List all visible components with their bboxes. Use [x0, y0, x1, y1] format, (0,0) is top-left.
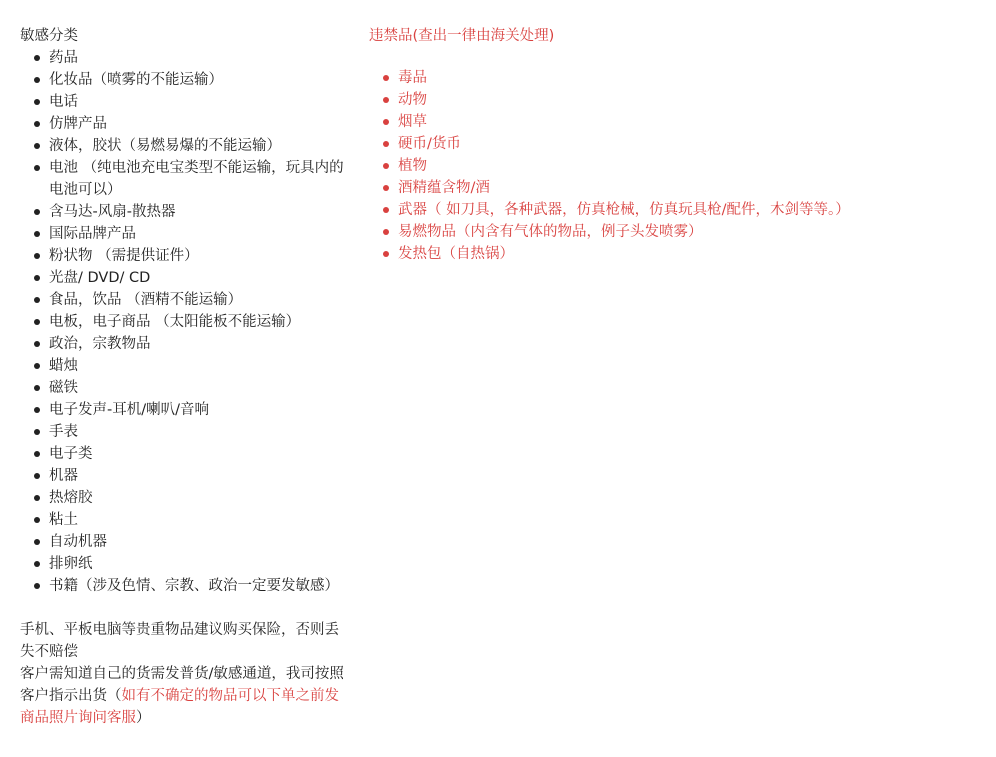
sensitive-item: 蜡烛	[20, 355, 350, 377]
sensitive-item: 机器	[20, 465, 350, 487]
sensitive-item: 光盘/ DVD/ CD	[20, 267, 350, 289]
channel-note-highlight: 如有不确定的物品可以下单之前发商品照片询问客服	[20, 688, 339, 726]
sensitive-item: 药品	[20, 47, 350, 69]
sensitive-item: 化妆品（喷雾的不能运输）	[20, 69, 350, 91]
prohibited-item: 毒品	[369, 67, 969, 89]
sensitive-item: 书籍（涉及色情、宗教、政治一定要发敏感）	[20, 575, 350, 597]
sensitive-item: 粉状物 （需提供证件）	[20, 245, 350, 267]
prohibited-item: 硬币/货币	[369, 133, 969, 155]
sensitive-item: 手表	[20, 421, 350, 443]
sensitive-item: 电子类	[20, 443, 350, 465]
sensitive-item: 液体，胶状（易燃易爆的不能运输）	[20, 135, 350, 157]
channel-note	[20, 663, 350, 729]
sensitive-item: 电板，电子商品 （太阳能板不能运输）	[20, 311, 350, 333]
sensitive-item: 国际品牌产品	[20, 223, 350, 245]
sensitive-item: 磁铁	[20, 377, 350, 399]
sensitive-item: 含马达-风扇-散热器	[20, 201, 350, 223]
prohibited-section	[369, 25, 969, 265]
sensitive-item: 自动机器	[20, 531, 350, 553]
insurance-note: 手机、平板电脑等贵重物品建议购买保险，否则丢失不赔偿	[20, 622, 339, 660]
prohibited-item: 发热包（自热锅）	[369, 243, 969, 265]
prohibited-item-list	[369, 67, 969, 265]
prohibited-item: 酒精蕴含物/酒	[369, 177, 969, 199]
sensitive-item: 电话	[20, 91, 350, 113]
sensitive-item: 食品，饮品 （酒精不能运输）	[20, 289, 350, 311]
prohibited-item: 动物	[369, 89, 969, 111]
sensitive-item: 热熔胶	[20, 487, 350, 509]
notes-section	[20, 619, 350, 729]
sensitive-category-heading: 敏感分类	[20, 28, 78, 44]
sensitive-item: 排卵纸	[20, 553, 350, 575]
prohibited-heading: 违禁品(查出一律由海关处理)	[369, 28, 555, 44]
sensitive-item: 政治，宗教物品	[20, 333, 350, 355]
channel-note-text: 客户需知道自己的货需发普货/敏感通道，我司按照客户指示出货（	[20, 666, 344, 704]
sensitive-item: 仿牌产品	[20, 113, 350, 135]
sensitive-item: 电子发声-耳机/喇叭/音响	[20, 399, 350, 421]
sensitive-category-section	[20, 25, 350, 729]
sensitive-item: 粘土	[20, 509, 350, 531]
prohibited-item: 植物	[369, 155, 969, 177]
sensitive-item-list	[20, 47, 350, 597]
prohibited-item: 易燃物品（内含有气体的物品，例子头发喷雾）	[369, 221, 969, 243]
sensitive-item: 电池 （纯电池充电宝类型不能运输，玩具内的电池可以）	[20, 157, 350, 201]
channel-note-close: ）	[136, 710, 151, 726]
prohibited-item: 烟草	[369, 111, 969, 133]
prohibited-item: 武器（ 如刀具，各种武器，仿真枪械，仿真玩具枪/配件，木剑等等。）	[369, 199, 969, 221]
